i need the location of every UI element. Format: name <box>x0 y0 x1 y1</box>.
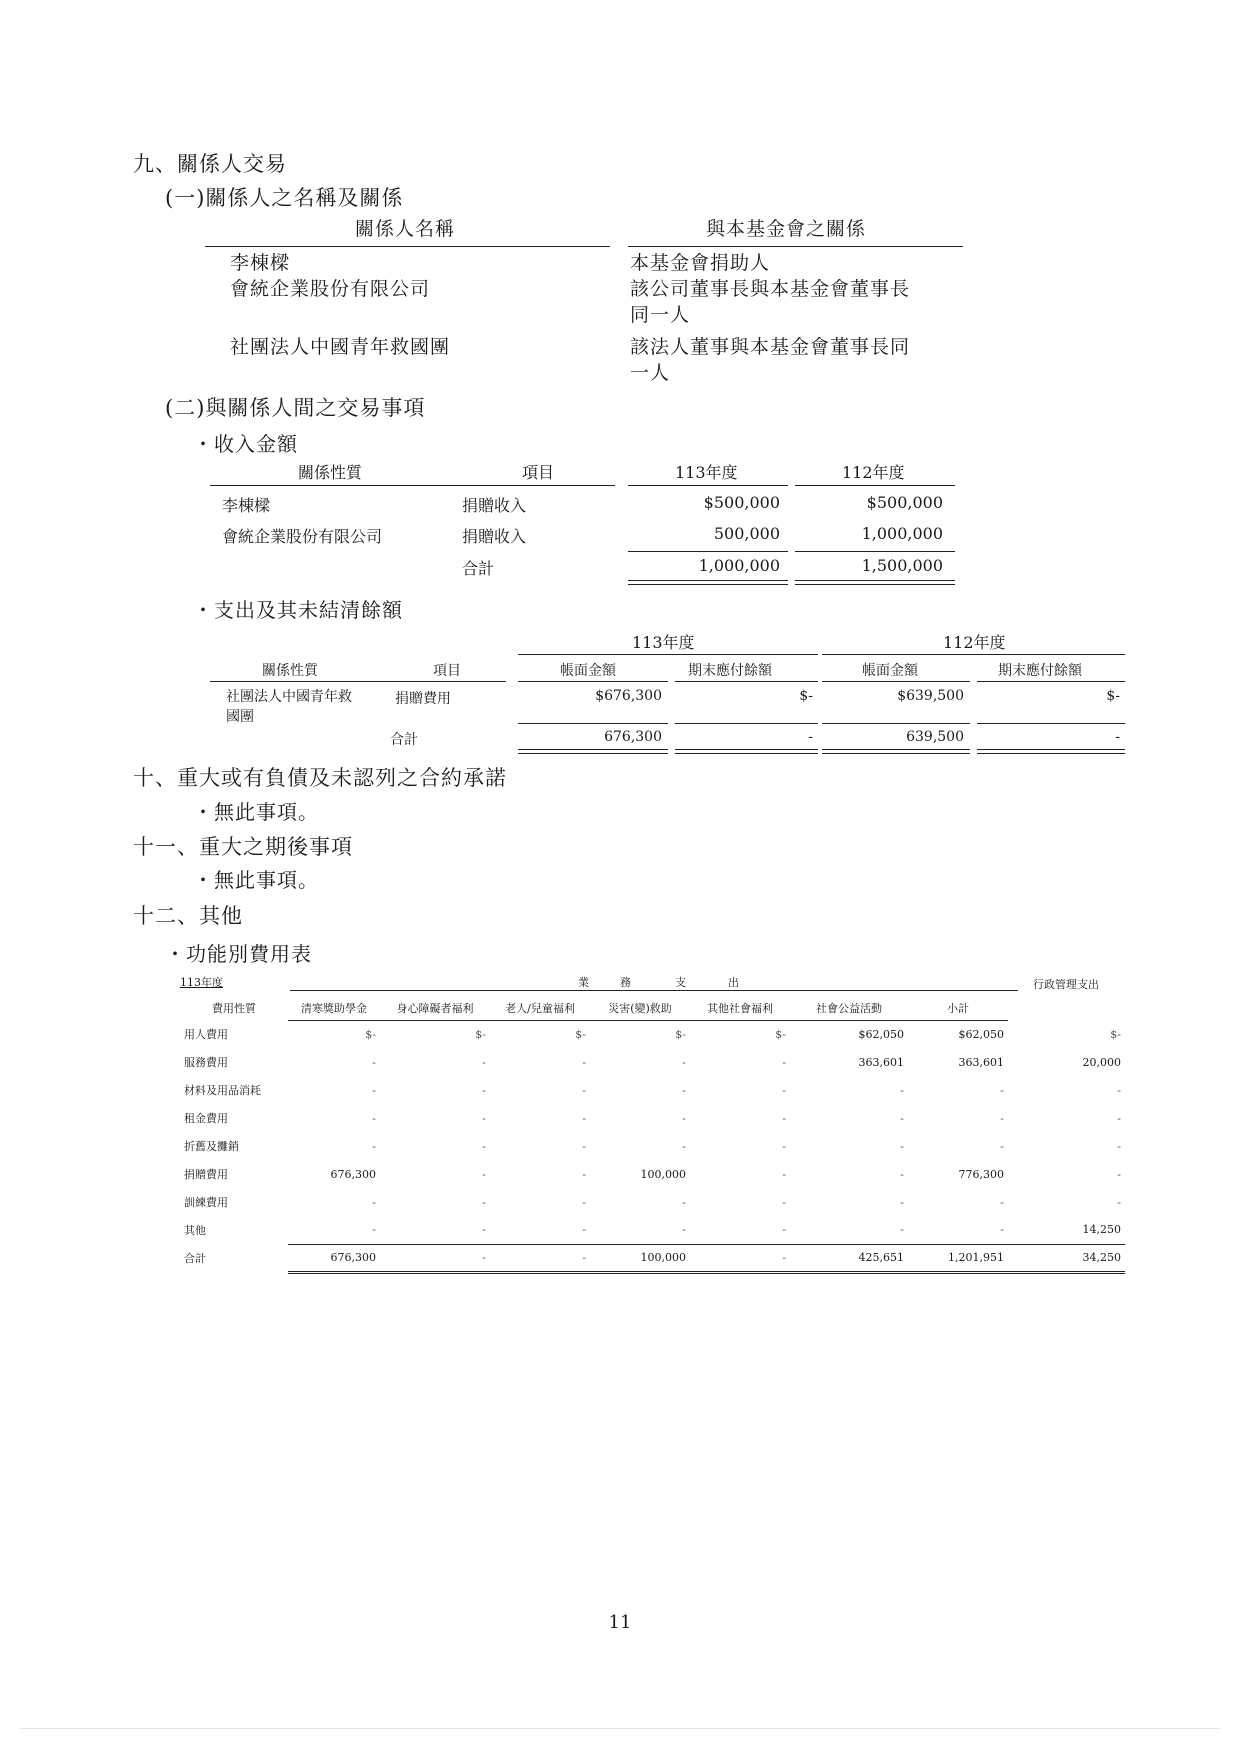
column-header: 身心障礙者福利 <box>380 996 490 1020</box>
amount-cell: - <box>682 1083 686 1097</box>
amount-cell: - <box>490 1244 590 1272</box>
amount-cell: - <box>682 1111 686 1125</box>
expense-year-rule <box>822 654 1125 655</box>
expense-year-rule <box>518 654 818 655</box>
column-header: 其他社會福利 <box>690 996 790 1020</box>
function-table-body <box>180 1020 1125 1272</box>
amount-cell: - <box>380 1244 490 1272</box>
expense-total-book-113: 676,300 <box>604 729 662 745</box>
amount-cell: - <box>482 1223 486 1237</box>
expense-year-112: 112年度 <box>943 633 1006 652</box>
rel-header-rule-right <box>628 246 963 247</box>
section-11-title: 十一、重大之期後事項 <box>133 835 353 859</box>
amount-cell: - <box>900 1083 904 1097</box>
income-row-nature: 會統企業股份有限公司 <box>222 527 383 546</box>
income-bullet: ・收入金額 <box>193 432 298 456</box>
amount-cell: - <box>900 1223 904 1237</box>
income-total-rule <box>795 551 955 552</box>
expense-total-payable-112: - <box>1115 729 1120 745</box>
amount-cell: 20,000 <box>1082 1055 1121 1069</box>
amount-cell: - <box>682 1195 686 1209</box>
business-group-label: 出 <box>728 976 739 989</box>
expense-total-label: 合計 <box>390 732 418 748</box>
amount-cell: - <box>782 1167 786 1181</box>
amount-cell: - <box>582 1223 586 1237</box>
expense-row-payable-112: $- <box>1106 688 1120 704</box>
income-col-item: 項目 <box>522 463 555 482</box>
income-row-nature: 李棟樑 <box>222 496 271 515</box>
amount-cell: - <box>782 1139 786 1153</box>
amount-cell: 676,300 <box>330 1167 376 1181</box>
function-table-row <box>180 1076 1125 1104</box>
income-header-rule <box>210 485 615 486</box>
amount-cell: - <box>372 1055 376 1069</box>
income-total-double-rule <box>795 580 955 585</box>
function-expense-table <box>180 996 1125 1274</box>
income-header-rule <box>795 485 955 486</box>
amount-cell: - <box>1117 1167 1121 1181</box>
amount-cell: - <box>900 1167 904 1181</box>
function-table-year: 113年度 <box>180 976 223 989</box>
amount-cell: 14,250 <box>1082 1223 1121 1237</box>
amount-cell: - <box>582 1055 586 1069</box>
amount-cell: - <box>582 1195 586 1209</box>
amount-cell: $- <box>675 1027 686 1041</box>
rel-row-relation: 本基金會捐助人 <box>630 252 771 274</box>
business-group-label: 業 <box>578 976 589 989</box>
income-total-label: 合計 <box>462 559 495 578</box>
amount-cell: 776,300 <box>958 1167 1004 1181</box>
income-row-item: 捐贈收入 <box>462 527 527 546</box>
amount-cell: - <box>900 1111 904 1125</box>
income-col-nature: 關係性質 <box>298 463 363 482</box>
function-table-row <box>180 1048 1125 1076</box>
expense-col-nature: 關係性質 <box>262 663 318 679</box>
amount-cell: 1,201,951 <box>908 1244 1008 1272</box>
amount-cell: - <box>690 1244 790 1272</box>
rel-row-name: 社團法人中國青年救國團 <box>230 336 451 358</box>
expense-header-rule <box>822 681 970 682</box>
rel-header-rule-left <box>205 246 610 247</box>
expense-row-payable-113: $- <box>799 688 813 704</box>
income-total-double-rule <box>628 580 788 585</box>
expense-row-nature: 社團法人中國青年救 <box>226 689 352 705</box>
amount-cell: - <box>482 1111 486 1125</box>
amount-cell: - <box>482 1055 486 1069</box>
amount-cell: 363,601 <box>858 1055 904 1069</box>
income-total-113: 1,000,000 <box>698 556 780 575</box>
column-header: 災害(變)救助 <box>590 996 690 1020</box>
expense-total-rule <box>518 723 668 724</box>
column-header: 老人/兒童福利 <box>490 996 590 1020</box>
function-table-row <box>180 1188 1125 1216</box>
income-col-112: 112年度 <box>842 463 905 482</box>
expense-total-rule <box>977 723 1125 724</box>
admin-expense-label: 行政管理支出 <box>1033 978 1099 991</box>
expense-nature-cell: 合計 <box>184 1252 206 1265</box>
income-header-rule <box>628 485 788 486</box>
rel-header-name: 關係人名稱 <box>355 218 456 240</box>
column-header: 費用性質 <box>212 1002 256 1015</box>
expense-col-payable-112: 期末應付餘額 <box>998 663 1082 679</box>
column-header: 社會公益活動 <box>790 996 908 1020</box>
expense-nature-cell: 材料及用品消耗 <box>184 1084 261 1097</box>
section-10-title: 十、重大或有負債及未認列之合約承諾 <box>133 766 507 790</box>
expense-total-rule <box>675 723 818 724</box>
section-12-bullet: ・功能別費用表 <box>165 942 312 966</box>
income-row-item: 捐贈收入 <box>462 496 527 515</box>
expense-header-rule <box>675 681 818 682</box>
amount-cell: 100,000 <box>640 1167 686 1181</box>
expense-header-rule <box>977 681 1125 682</box>
rel-row-name: 李棟樑 <box>230 252 291 274</box>
amount-cell: 100,000 <box>590 1244 690 1272</box>
business-group-label: 支 <box>675 976 686 989</box>
rel-row-relation: 該法人董事與本基金會董事長同 <box>630 336 911 358</box>
expense-row-book-113: $676,300 <box>595 688 662 704</box>
page-number: 11 <box>608 1612 632 1633</box>
income-total-112: 1,500,000 <box>861 556 943 575</box>
amount-cell: 363,601 <box>958 1055 1004 1069</box>
income-total-rule <box>628 551 788 552</box>
income-row-112: 1,000,000 <box>861 524 943 543</box>
amount-cell: - <box>1000 1083 1004 1097</box>
income-row-112: $500,000 <box>866 493 943 512</box>
amount-cell: - <box>372 1195 376 1209</box>
column-header: 清寒獎助學金 <box>288 996 380 1020</box>
amount-cell: - <box>372 1139 376 1153</box>
function-table-row <box>180 1216 1125 1244</box>
column-header: 小計 <box>908 996 1008 1020</box>
expense-nature-cell: 租金費用 <box>184 1112 228 1125</box>
amount-cell: - <box>782 1195 786 1209</box>
amount-cell: - <box>482 1167 486 1181</box>
amount-cell: $62,050 <box>858 1027 904 1041</box>
expense-header-rule <box>518 681 668 682</box>
function-table-row <box>180 1020 1125 1048</box>
amount-cell: $- <box>1110 1027 1121 1041</box>
amount-cell: 425,651 <box>790 1244 908 1272</box>
expense-total-double-rule <box>675 749 818 754</box>
amount-cell: - <box>900 1195 904 1209</box>
section-9-1-title: (一)關係人之名稱及關係 <box>165 186 404 210</box>
amount-cell: - <box>1000 1223 1004 1237</box>
section-11-bullet: ・無此事項。 <box>193 868 319 892</box>
amount-cell: - <box>582 1111 586 1125</box>
rel-row-relation: 一人 <box>630 362 671 384</box>
section-10-bullet: ・無此事項。 <box>193 800 319 824</box>
expense-row-book-112: $639,500 <box>897 688 964 704</box>
amount-cell: - <box>582 1167 586 1181</box>
amount-cell: - <box>1117 1111 1121 1125</box>
expense-total-double-rule <box>518 749 668 754</box>
amount-cell: $- <box>575 1027 586 1041</box>
expense-total-payable-113: - <box>808 729 813 745</box>
expense-total-book-112: 639,500 <box>906 729 964 745</box>
rel-row-name: 會統企業股份有限公司 <box>230 278 431 300</box>
expense-row-item: 捐贈費用 <box>395 691 451 707</box>
amount-cell: - <box>1117 1139 1121 1153</box>
section-9-title: 九、關係人交易 <box>133 152 287 176</box>
section-12-title: 十二、其他 <box>133 904 243 928</box>
amount-cell: - <box>682 1223 686 1237</box>
expense-total-rule <box>822 723 970 724</box>
amount-cell: $- <box>475 1027 486 1041</box>
function-table-header-row <box>180 996 1125 1020</box>
amount-cell: - <box>900 1139 904 1153</box>
amount-cell: - <box>1117 1083 1121 1097</box>
rel-row-relation: 該公司董事長與本基金會董事長 <box>630 278 911 300</box>
expense-nature-cell: 捐贈費用 <box>184 1168 228 1181</box>
amount-cell: - <box>1117 1195 1121 1209</box>
expense-total-double-rule <box>822 749 970 754</box>
income-row-113: $500,000 <box>703 493 780 512</box>
business-group-label: 務 <box>620 976 631 989</box>
amount-cell: - <box>1000 1139 1004 1153</box>
amount-cell: - <box>582 1083 586 1097</box>
function-table-row <box>180 1104 1125 1132</box>
expense-header-rule <box>210 681 506 682</box>
amount-cell: - <box>1000 1195 1004 1209</box>
amount-cell: - <box>482 1195 486 1209</box>
expense-nature-cell: 訓練費用 <box>184 1196 228 1209</box>
amount-cell: - <box>372 1083 376 1097</box>
section-9-2-title: (二)與關係人間之交易事項 <box>165 396 426 420</box>
amount-cell: 34,250 <box>1008 1244 1125 1272</box>
expense-year-113: 113年度 <box>632 633 695 652</box>
amount-cell: 676,300 <box>288 1244 380 1272</box>
amount-cell: - <box>782 1055 786 1069</box>
amount-cell: - <box>482 1083 486 1097</box>
amount-cell: $- <box>775 1027 786 1041</box>
amount-cell: - <box>582 1139 586 1153</box>
expense-nature-cell: 服務費用 <box>184 1056 228 1069</box>
function-table-row <box>180 1132 1125 1160</box>
expense-nature-cell: 折舊及攤銷 <box>184 1140 239 1153</box>
expense-bullet: ・支出及其未結清餘額 <box>193 598 403 622</box>
amount-cell: - <box>682 1139 686 1153</box>
expense-col-payable-113: 期末應付餘額 <box>688 663 772 679</box>
income-col-113: 113年度 <box>675 463 738 482</box>
expense-row-nature: 國團 <box>226 709 254 725</box>
amount-cell: - <box>782 1223 786 1237</box>
rel-header-relation: 與本基金會之關係 <box>706 218 867 240</box>
amount-cell: - <box>372 1111 376 1125</box>
expense-nature-cell: 其他 <box>184 1224 206 1237</box>
business-group-rule <box>290 990 1018 991</box>
scan-edge-line <box>20 1728 1220 1729</box>
amount-cell: $- <box>365 1027 376 1041</box>
amount-cell: - <box>682 1055 686 1069</box>
amount-cell: $62,050 <box>958 1027 1004 1041</box>
expense-total-double-rule <box>977 749 1125 754</box>
amount-cell: - <box>1000 1111 1004 1125</box>
function-table-total-row <box>180 1244 1125 1272</box>
expense-col-book-112: 帳面金額 <box>862 663 918 679</box>
amount-cell: - <box>372 1223 376 1237</box>
rel-row-relation: 同一人 <box>630 304 691 326</box>
amount-cell: - <box>782 1111 786 1125</box>
amount-cell: - <box>782 1083 786 1097</box>
income-row-113: 500,000 <box>713 524 780 543</box>
expense-col-book-113: 帳面金額 <box>560 663 616 679</box>
expense-nature-cell: 用人費用 <box>184 1028 228 1041</box>
amount-cell: - <box>482 1139 486 1153</box>
function-table-row <box>180 1160 1125 1188</box>
expense-col-item: 項目 <box>433 663 461 679</box>
